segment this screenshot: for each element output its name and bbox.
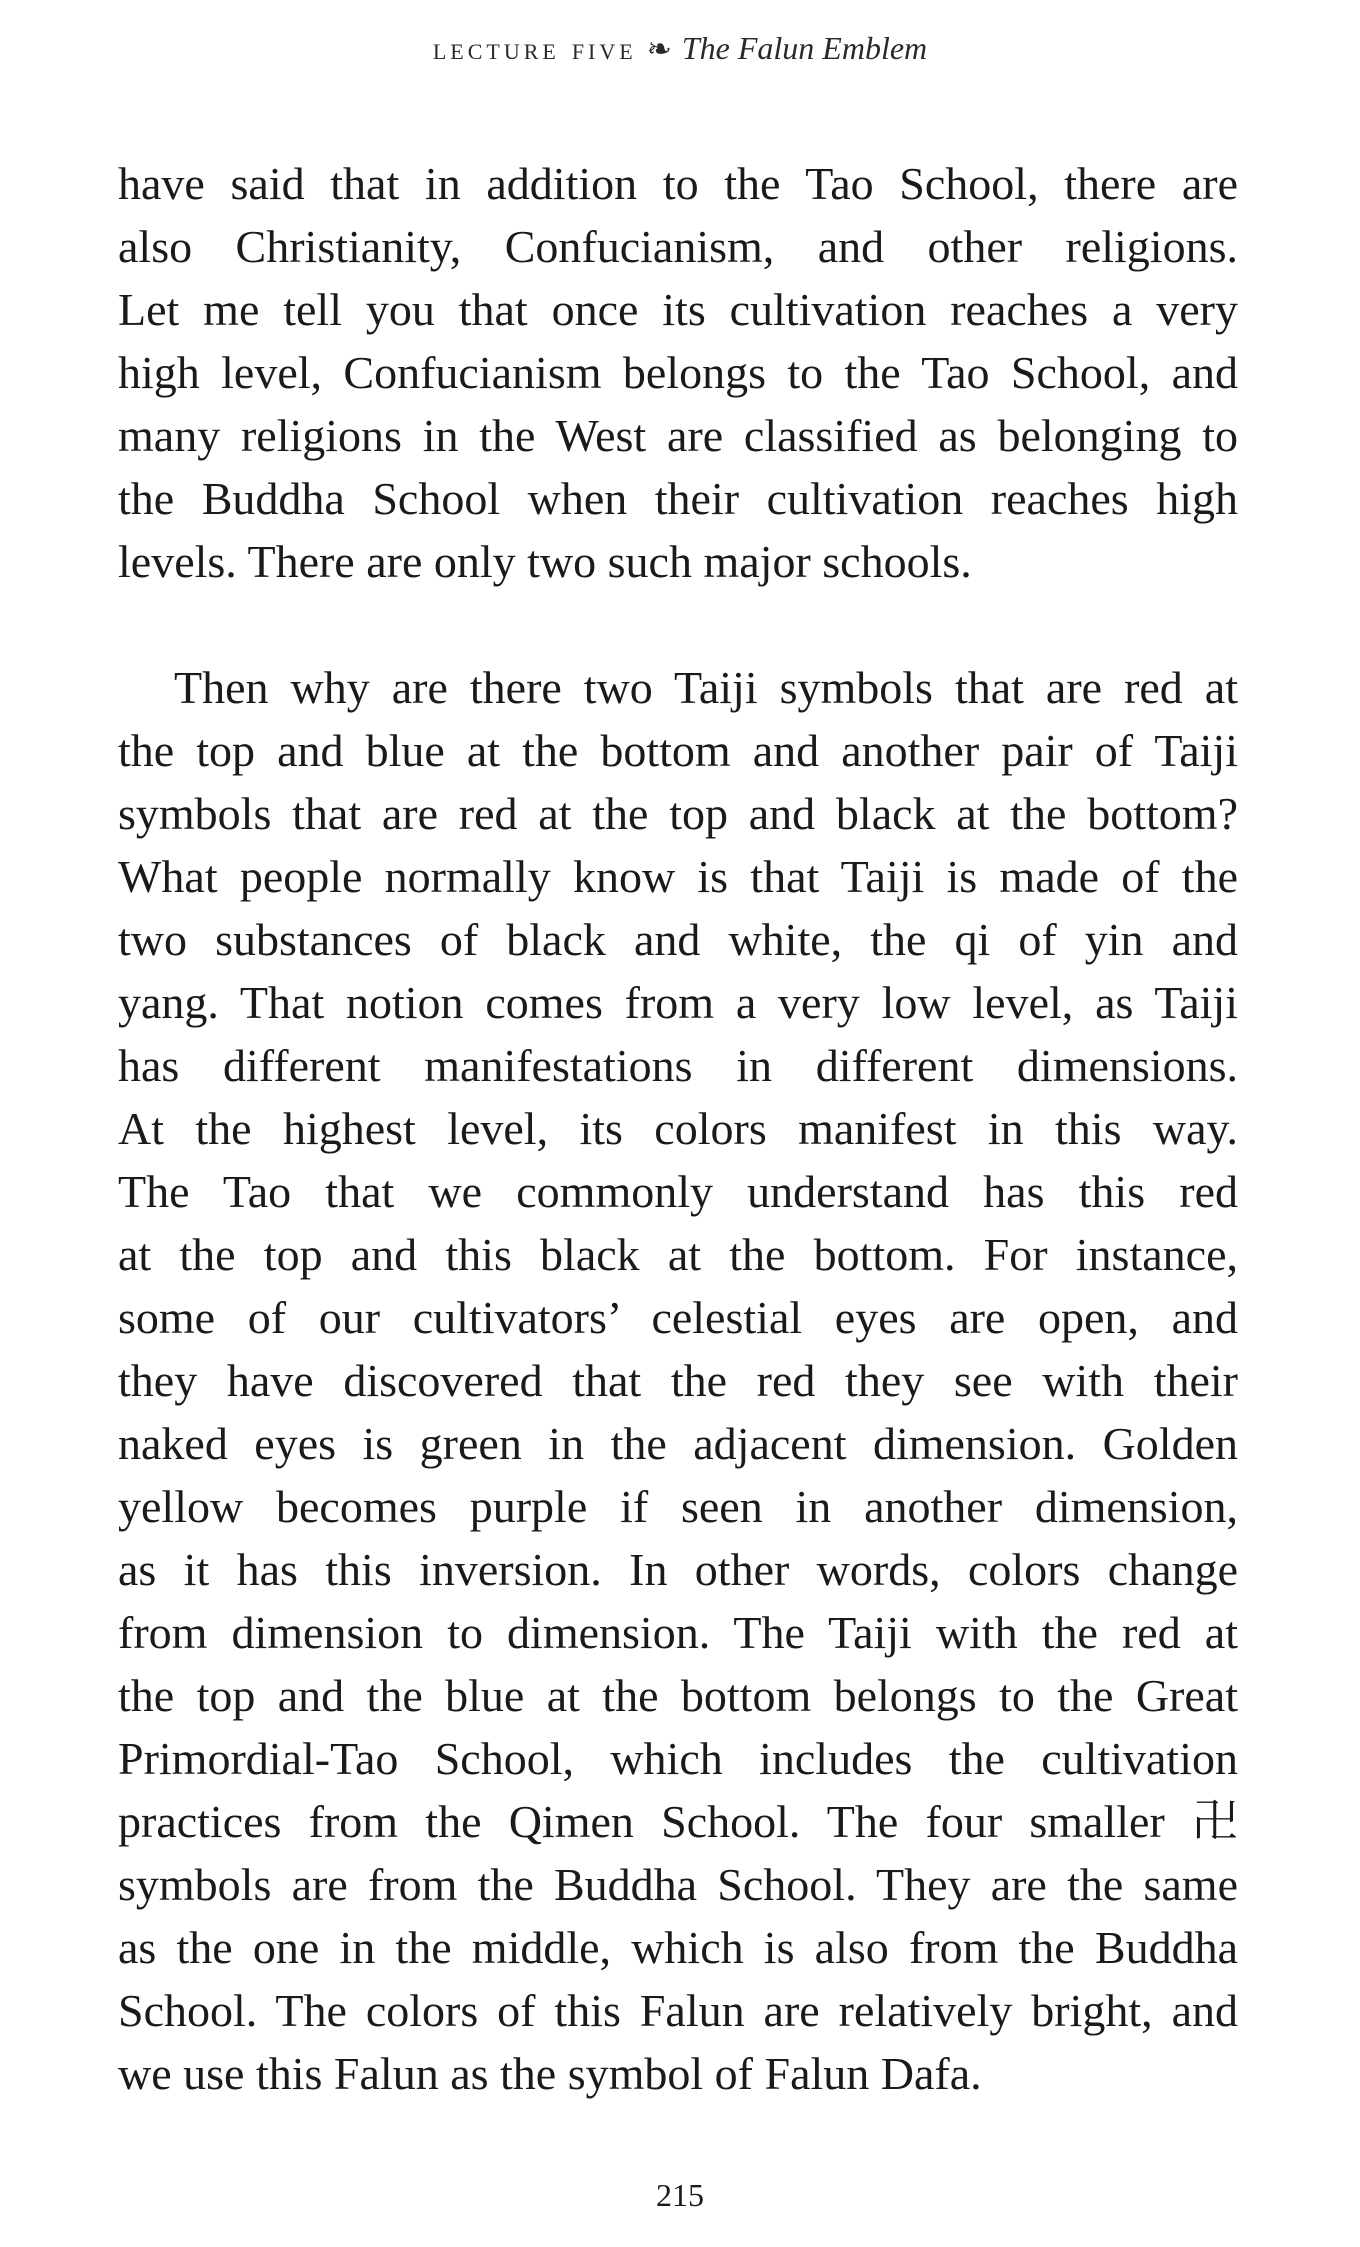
text-line: the Buddha School when their cultivation reaches high [118, 473, 1238, 524]
text-line: as the one in the middle, which is also from the Buddha [118, 1922, 1238, 1973]
text-line: they have discovered that the red they see with their [118, 1355, 1238, 1406]
text-line: yang. That notion comes from a very low level, as Taiji [118, 977, 1238, 1028]
running-head [0, 28, 1360, 70]
page-number: 215 [656, 2177, 704, 2213]
text-line: practices from the Qimen School. The four smaller 卍 [118, 1796, 1238, 1847]
text-line: the top and blue at the bottom and another pair of Taiji [118, 725, 1238, 776]
text-line: School. The colors of this Falun are relatively bright, and [118, 1985, 1238, 2036]
text-line: we use this Falun as the symbol of Falun Dafa. [118, 2048, 982, 2099]
text-line: What people normally know is that Taiji is made of the [118, 851, 1238, 902]
text-line: many religions in the West are classified as belonging to [118, 410, 1238, 461]
paragraph-1 [118, 152, 1238, 593]
text-line: has different manifestations in different dimensions. [118, 1040, 1238, 1091]
paragraph-gap [118, 593, 1238, 656]
text-line: The Tao that we commonly understand has this red [118, 1166, 1238, 1217]
text-line: symbols that are red at the top and black at the bottom? [118, 788, 1238, 839]
text-line: two substances of black and white, the qi of yin and [118, 914, 1238, 965]
text-line: also Christianity, Confucianism, and other religions. [118, 221, 1238, 272]
running-head-chapter-title: The Falun Emblem [681, 30, 928, 66]
text-line: Then why are there two Taiji symbols that are red at [174, 662, 1238, 713]
text-line: naked eyes is green in the adjacent dimension. Golden [118, 1418, 1238, 1469]
text-line: as it has this inversion. In other words, colors change [118, 1544, 1238, 1595]
text-line: symbols are from the Buddha School. They are the same [118, 1859, 1238, 1910]
text-line: yellow becomes purple if seen in another dimension, [118, 1481, 1238, 1532]
text-line: some of our cultivators’ celestial eyes are open, and [118, 1292, 1238, 1343]
text-line: the top and the blue at the bottom belongs to the Great [118, 1670, 1238, 1721]
body-text [118, 152, 1238, 2105]
text-line: at the top and this black at the bottom. For instance, [118, 1229, 1238, 1280]
text-line: Primordial-Tao School, which includes the cultivation [118, 1733, 1238, 1784]
text-line: high level, Confucianism belongs to the Tao School, and [118, 347, 1238, 398]
text-line: Let me tell you that once its cultivation reaches a very [118, 284, 1238, 335]
text-line: have said that in addition to the Tao School, there are [118, 158, 1238, 209]
text-line: from dimension to dimension. The Taiji with the red at [118, 1607, 1238, 1658]
fleuron-icon: ❧ [646, 33, 672, 66]
text-line: At the highest level, its colors manifest in this way. [118, 1103, 1238, 1154]
running-head-lecture: lecture five [432, 30, 637, 66]
text-line: levels. There are only two such major schools. [118, 536, 972, 587]
paragraph-2 [118, 656, 1238, 2105]
